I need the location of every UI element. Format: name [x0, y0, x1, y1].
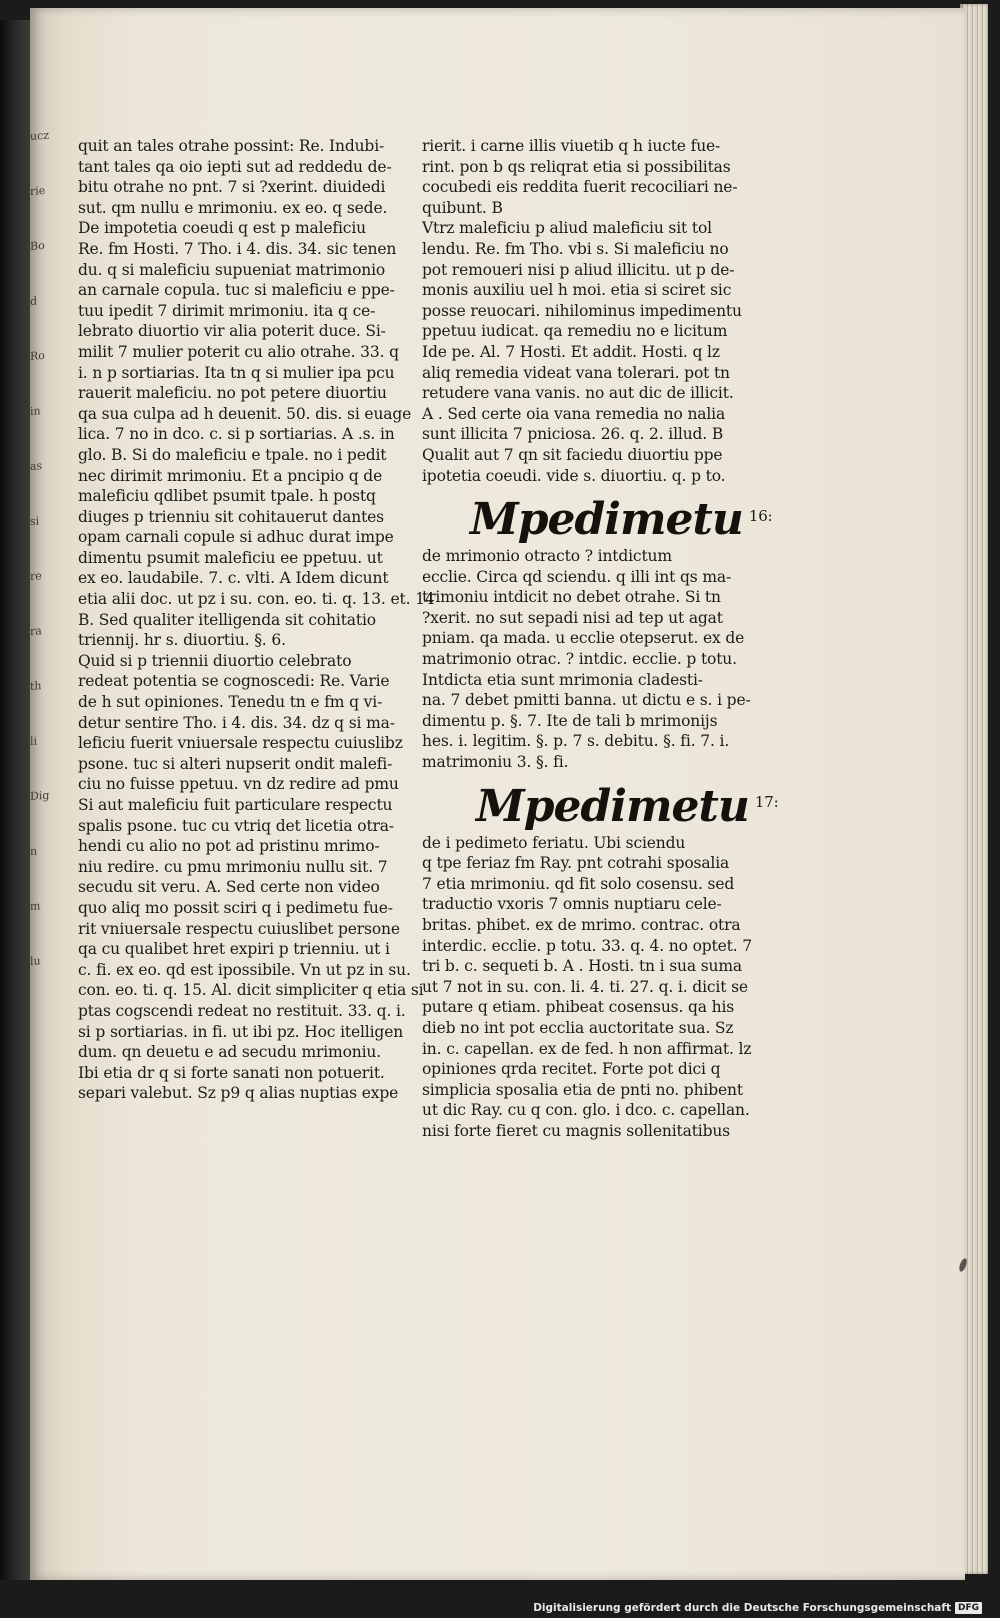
gutter-fragment: Ro	[30, 348, 45, 363]
text-line: c. fi. ex eo. qd est ipossibile. Vn ut pz in su.	[78, 960, 411, 979]
heading-title: Mpedimetu	[470, 494, 743, 546]
text-line: matrimoniu 3. §. fi.	[422, 753, 569, 772]
text-line: rint. pon b qs reliqrat etia si possibilitas	[422, 157, 731, 176]
text-line: psone. tuc si alteri nupserit ondit malefi-	[78, 754, 393, 773]
text-line: 7 etia mrimoniu. qd fit solo cosensu. sed	[422, 874, 735, 893]
right-column-bottom	[422, 833, 752, 1142]
heading-number: 17:	[754, 793, 779, 812]
text-line: ?xerit. no sut sepadi nisi ad tep ut agat	[422, 608, 723, 627]
gutter-fragment: m	[30, 899, 41, 913]
gutter-fragment: lu	[30, 954, 41, 968]
gutter-fragment: ra	[30, 624, 42, 638]
gutter-bleed-text	[30, 128, 58, 1028]
text-line: ptas cogscendi redeat no restituit. 33. q. i.	[78, 1001, 406, 1020]
text-line: ecclie. Circa qd sciendu. q illi int qs ma-	[422, 567, 732, 586]
text-line: secudu sit veru. A. Sed certe non video	[78, 878, 380, 897]
text-line: bitu otrahe no pnt. 7 si ?xerint. diuidedi	[78, 178, 386, 197]
text-line: du. q si maleficiu supueniat matrimonio	[78, 260, 386, 279]
text-line: ut 7 not in su. con. li. 4. ti. 27. q. i. dicit se	[422, 977, 748, 996]
section-heading-16	[470, 490, 773, 546]
text-line: glo. B. Si do maleficiu e tpale. no i pedit	[78, 445, 387, 464]
right-column-top	[422, 136, 742, 486]
credit-text: Digitalisierung gefördert durch die Deutsche Forschungsgemeinschaft	[533, 1602, 951, 1614]
text-line: hes. i. legitim. §. p. 7 s. debitu. §. fi. 7. i.	[422, 732, 730, 751]
text-line: Ide pe. Al. 7 Hosti. Et addit. Hosti. q lz	[422, 342, 720, 361]
gutter-fragment: rie	[30, 183, 46, 198]
text-line: rit vniuersale respectu cuiuslibet persone	[78, 919, 400, 938]
gutter-fragment: re	[30, 569, 42, 583]
heading-number: 16:	[748, 506, 773, 525]
text-line: putare q etiam. phibeat cosensus. qa his	[422, 998, 735, 1017]
text-line: cocubedi eis reddita fuerit recociliari ne-	[422, 178, 738, 197]
text-line: Qualit aut 7 qn sit faciedu diuortiu ppe	[422, 445, 723, 464]
text-line: monis auxiliu uel h moi. etia si sciret sic	[422, 281, 732, 300]
text-line: quit an tales otrahe possint: Re. Indubi-	[78, 137, 385, 155]
text-line: q tpe feriaz fm Ray. pnt cotrahi sposalia	[422, 854, 730, 873]
gutter-fragment: in	[30, 404, 41, 418]
text-line: de i pedimeto feriatu. Ubi sciendu	[422, 833, 686, 852]
text-line: quibunt. B	[422, 198, 503, 217]
text-line: spalis psone. tuc cu vtriq det licetia otra-	[78, 816, 394, 835]
book-page	[30, 8, 965, 1580]
text-line: pot remoueri nisi p aliud illicitu. ut p de-	[422, 260, 735, 279]
text-line: triennij. hr s. diuortiu. §. 6.	[78, 631, 286, 650]
text-line: ciu no fuisse ppetuu. vn dz redire ad pmu	[78, 775, 399, 794]
right-column-middle	[422, 546, 751, 773]
text-line: retudere vana vanis. no aut dic de illicit.	[422, 384, 734, 403]
text-line: tuu ipedit 7 dirimit mrimoniu. ita q ce-	[78, 301, 376, 320]
text-line: in. c. capellan. ex de fed. h non affirmat. lz	[422, 1039, 752, 1058]
text-line: qa cu qualibet hret expiri p trienniu. ut i	[78, 940, 390, 959]
text-line: quo aliq mo possit sciri q i pedimetu fue-	[78, 898, 393, 917]
text-line: qa sua culpa ad h deuenit. 50. dis. si euage	[78, 404, 412, 423]
text-line: ut dic Ray. cu q con. glo. i dco. c. capellan.	[422, 1101, 750, 1120]
right-text-column	[422, 136, 779, 1142]
text-line: lica. 7 no in dco. c. si p sortiarias. A .s. in	[78, 425, 395, 444]
gutter-fragment: as	[30, 459, 43, 473]
text-line: pniam. qa mada. u ecclie otepserut. ex de	[422, 629, 745, 648]
text-line: sut. qm nullu e mrimoniu. ex eo. q sede.	[78, 198, 388, 217]
gutter-fragment: li	[30, 734, 38, 748]
text-line: diuges p trienniu sit cohitauerut dantes	[78, 507, 384, 526]
text-line: i. n p sortiarias. Ita tn q si mulier ipa pcu	[78, 363, 395, 382]
text-line: lebrato diuortio vir alia poterit duce. Si-	[78, 322, 386, 341]
gutter-fragment: ucz	[30, 128, 50, 143]
text-line: Vtrz maleficiu p aliud maleficiu sit tol	[422, 219, 712, 238]
text-line: Ibi etia dr q si forte sanati non potuerit.	[78, 1063, 385, 1082]
text-line: dimentu p. §. 7. Ite de tali b mrimonijs	[422, 711, 718, 730]
text-line: tri b. c. sequeti b. A . Hosti. tn i sua suma	[422, 957, 742, 976]
gutter-fragment: si	[30, 514, 40, 528]
text-line: rierit. i carne illis viuetib q h iucte fue-	[422, 137, 721, 155]
dfg-logo: DFG	[955, 1602, 982, 1614]
section-heading-17	[476, 777, 779, 832]
text-line: an carnale copula. tuc si maleficiu e ppe-	[78, 281, 395, 300]
text-line: rauerit maleficiu. no pot petere diuortiu	[78, 384, 387, 403]
text-line: interdic. ecclie. p totu. 33. q. 4. no optet. 7	[422, 936, 752, 955]
text-line: dieb no int pot ecclia auctoritate sua. Sz	[422, 1018, 734, 1037]
text-line: opam carnali copule si adhuc durat impe	[78, 528, 394, 547]
text-line: de mrimonio otracto ? intdictum	[422, 547, 672, 566]
text-line: britas. phibet. ex de mrimo. contrac. otra	[422, 916, 741, 934]
text-line: nec dirimit mrimoniu. Et a pncipio q de	[78, 466, 383, 485]
text-line: B. Sed qualiter itelligenda sit cohitatio	[78, 610, 376, 629]
text-line: redeat potentia se cognoscedi: Re. Varie	[78, 672, 390, 691]
text-line: con. eo. ti. q. 15. Al. dicit simpliciter q etia si	[78, 981, 424, 1000]
text-line: dimentu psumit maleficiu ee ppetuu. ut	[78, 548, 383, 567]
text-line: De impotetia coeudi q est p maleficiu	[78, 219, 366, 238]
text-line: detur sentire Tho. i 4. dis. 34. dz q si ma-	[78, 713, 395, 732]
gutter-fragment: d	[30, 294, 38, 308]
text-line: na. 7 debet pmitti banna. ut dictu e s. i pe-	[422, 691, 751, 710]
text-line: matrimonio otrac. ? intdic. ecclie. p totu.	[422, 650, 737, 669]
text-line: tant tales qa oio iepti sut ad reddedu de-	[78, 157, 392, 176]
text-line: ipotetia coeudi. vide s. diuortiu. q. p to.	[422, 466, 726, 485]
text-line: maleficiu qdlibet psumit tpale. h postq	[78, 487, 376, 506]
text-line: posse reuocari. nihilominus impedimentu	[422, 301, 742, 320]
gutter-fragment: Dig	[30, 788, 50, 803]
text-line: Intdicta etia sunt mrimonia cladesti-	[422, 670, 703, 689]
text-line: de h sut opiniones. Tenedu tn e fm q vi-	[78, 693, 383, 712]
text-line: aliq remedia videat vana tolerari. pot tn	[422, 363, 730, 382]
text-line: A . Sed certe oia vana remedia no nalia	[422, 404, 726, 423]
text-line: ppetuu iudicat. qa remediu no e licitum	[422, 322, 728, 341]
text-line: si p sortiarias. in fi. ut ibi pz. Hoc itelligen	[78, 1022, 404, 1041]
text-line: Quid si p triennii diuortio celebrato	[78, 651, 352, 670]
text-line: Re. fm Hosti. 7 Tho. i 4. dis. 34. sic tenen	[78, 239, 397, 258]
gutter-fragment: Bo	[30, 238, 45, 253]
text-line: dum. qn deuetu e ad secudu mrimoniu.	[78, 1043, 382, 1062]
text-line: leficiu fuerit vniuersale respectu cuiuslibz	[78, 734, 403, 753]
left-text-column	[78, 136, 435, 1104]
text-line: lendu. Re. fm Tho. vbi s. Si maleficiu no	[422, 239, 729, 258]
text-line: trimoniu intdicit no debet otrahe. Si tn	[422, 588, 721, 607]
text-line: nisi forte fieret cu magnis sollenitatibus	[422, 1121, 730, 1140]
heading-title: Mpedimetu	[476, 780, 749, 832]
text-line: ex eo. laudabile. 7. c. vlti. A Idem dicunt	[78, 569, 389, 588]
text-line: milit 7 mulier poterit cu alio otrahe. 33. q	[78, 342, 399, 361]
gutter-fragment: n	[30, 844, 38, 858]
gutter-fragment: th	[30, 679, 42, 693]
text-line: Si aut maleficiu fuit particulare respectu	[78, 796, 393, 814]
text-line: sunt illicita 7 pniciosa. 26. q. 2. illud. B	[422, 425, 724, 444]
text-line: hendi cu alio no pot ad pristinu mrimo-	[78, 837, 380, 856]
text-line: opiniones qrda recitet. Forte pot dici q	[422, 1060, 721, 1079]
text-line: traductio vxoris 7 omnis nuptiaru cele-	[422, 895, 722, 914]
text-line: separi valebut. Sz p9 q alias nuptias expe	[78, 1084, 399, 1103]
digitization-credit	[533, 1601, 982, 1615]
text-line: etia alii doc. ut pz i su. con. eo. ti. q. 13. et. 14	[78, 590, 435, 609]
text-line: niu redire. cu pmu mrimoniu nullu sit. 7	[78, 857, 388, 876]
text-line: simplicia sposalia etia de pnti no. phibent	[422, 1080, 743, 1099]
